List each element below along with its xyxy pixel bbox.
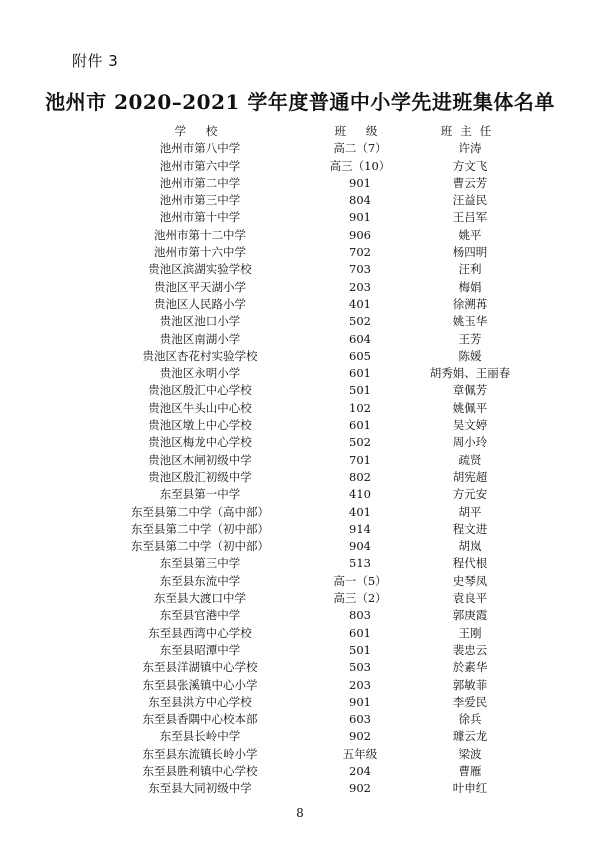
table-row [0, 261, 600, 278]
teacher-cell: 汪利 [458, 262, 482, 277]
table-row [0, 227, 600, 244]
school-cell: 东至县东流镇长岭小学 [142, 746, 258, 761]
table-row [0, 573, 600, 590]
attachment-label: 附件 3 [72, 52, 119, 70]
teacher-cell: 徐兵 [458, 712, 482, 727]
class-cell: 802 [349, 469, 371, 484]
class-cell: 五年级 [342, 746, 378, 761]
teacher-cell: 徐溯苒 [452, 296, 488, 311]
table-row [0, 469, 600, 486]
class-cell: 502 [349, 314, 371, 329]
teacher-cell: 杨四明 [452, 245, 488, 260]
table-row [0, 607, 600, 624]
class-cell: 高一（5） [333, 573, 387, 588]
school-cell: 东至县第二中学（高中部） [131, 504, 269, 519]
column-header-teacher: 班主任 [440, 124, 500, 138]
school-cell: 东至县胜利镇中心学校 [142, 763, 258, 778]
teacher-cell: 胡岚 [458, 539, 482, 554]
class-cell: 904 [349, 539, 371, 554]
table-row [0, 417, 600, 434]
teacher-cell: 许涛 [458, 141, 482, 156]
teacher-cell: 王刚 [458, 625, 482, 640]
teacher-cell: 史琴凤 [452, 573, 488, 588]
class-cell: 703 [349, 262, 371, 277]
school-cell: 贵池区牛头山中心校 [148, 400, 252, 415]
teacher-cell: 疏贤 [458, 452, 482, 467]
roster-table [0, 123, 600, 798]
school-cell: 池州市第十二中学 [154, 227, 246, 242]
school-cell: 东至县洋湖镇中心学校 [142, 660, 258, 675]
table-row [0, 158, 600, 175]
teacher-cell: 郭敏菲 [452, 677, 488, 692]
column-header-class: 班 级 [334, 124, 386, 138]
school-cell: 东至县香隅中心校本部 [142, 712, 258, 727]
table-row [0, 209, 600, 226]
table-row [0, 400, 600, 417]
school-cell: 贵池区梅龙中心学校 [148, 435, 252, 450]
class-cell: 906 [349, 227, 371, 242]
class-cell: 902 [349, 729, 371, 744]
table-row [0, 521, 600, 538]
table-row [0, 746, 600, 763]
class-cell: 902 [349, 781, 371, 796]
school-cell: 东至县第二中学（初中部） [131, 539, 269, 554]
table-row [0, 659, 600, 676]
table-row [0, 694, 600, 711]
class-cell: 503 [349, 660, 371, 675]
class-cell: 高二（7） [333, 141, 387, 156]
school-cell: 贵池区木闸初级中学 [148, 452, 252, 467]
school-cell: 贵池区永明小学 [159, 366, 241, 381]
class-cell: 603 [349, 712, 371, 727]
table-row [0, 677, 600, 694]
class-cell: 803 [349, 608, 371, 623]
class-cell: 914 [349, 521, 371, 536]
class-cell: 502 [349, 435, 371, 450]
class-cell: 601 [349, 418, 371, 433]
school-cell: 东至县东流中学 [159, 573, 241, 588]
teacher-cell: 梁波 [458, 746, 482, 761]
school-cell: 东至县长岭中学 [159, 729, 241, 744]
teacher-cell: 周小玲 [452, 435, 488, 450]
table-row [0, 296, 600, 313]
school-cell: 池州市第十中学 [159, 210, 241, 225]
school-cell: 贵池区滨湖实验学校 [148, 262, 252, 277]
class-cell: 203 [349, 677, 371, 692]
school-cell: 东至县洪方中心学校 [148, 694, 252, 709]
table-row [0, 728, 600, 745]
school-cell: 贵池区殷汇初级中学 [148, 469, 252, 484]
teacher-cell: 曹云芳 [452, 175, 488, 190]
class-cell: 401 [349, 504, 371, 519]
class-cell: 102 [349, 400, 371, 415]
teacher-cell: 胡秀娟、王丽春 [429, 366, 511, 381]
teacher-cell: 胡宪超 [452, 469, 488, 484]
teacher-cell: 陈媛 [458, 348, 482, 363]
school-cell: 东至县西湾中心学校 [148, 625, 252, 640]
teacher-cell: 程代根 [452, 556, 488, 571]
teacher-cell: 梅娟 [458, 279, 482, 294]
teacher-cell: 裴忠云 [452, 642, 488, 657]
table-row [0, 140, 600, 157]
school-cell: 东至县第二中学（初中部） [131, 521, 269, 536]
teacher-cell: 姚平 [458, 227, 482, 242]
table-row [0, 244, 600, 261]
teacher-cell: 璩云龙 [452, 729, 488, 744]
table-body [0, 140, 600, 797]
class-cell: 501 [349, 383, 371, 398]
table-row [0, 452, 600, 469]
class-cell: 901 [349, 210, 371, 225]
table-row [0, 434, 600, 451]
class-cell: 901 [349, 694, 371, 709]
school-cell: 池州市第三中学 [159, 193, 241, 208]
table-row [0, 486, 600, 503]
teacher-cell: 吴文婷 [452, 418, 488, 433]
school-cell: 贵池区墩上中心学校 [148, 418, 252, 433]
class-cell: 702 [349, 245, 371, 260]
teacher-cell: 方元安 [452, 487, 488, 502]
class-cell: 401 [349, 296, 371, 311]
class-cell: 513 [349, 556, 371, 571]
teacher-cell: 程文进 [452, 521, 488, 536]
school-cell: 贵池区杏花村实验学校 [142, 348, 258, 363]
table-row [0, 192, 600, 209]
table-row [0, 313, 600, 330]
school-cell: 东至县昭潭中学 [159, 642, 241, 657]
table-header [0, 123, 600, 140]
school-cell: 池州市第二中学 [159, 175, 241, 190]
class-cell: 高三（2） [333, 591, 387, 606]
teacher-cell: 方文飞 [452, 158, 488, 173]
school-cell: 池州市第六中学 [159, 158, 241, 173]
class-cell: 605 [349, 348, 371, 363]
table-row [0, 538, 600, 555]
class-cell: 501 [349, 642, 371, 657]
column-header-school: 学 校 [174, 124, 226, 138]
table-row [0, 625, 600, 642]
page-number: 8 [296, 806, 304, 820]
class-cell: 601 [349, 625, 371, 640]
table-row [0, 590, 600, 607]
table-row [0, 780, 600, 797]
teacher-cell: 袁良平 [452, 591, 488, 606]
class-cell: 701 [349, 452, 371, 467]
school-cell: 贵池区平天湖小学 [154, 279, 246, 294]
class-cell: 高三（10） [329, 158, 391, 173]
table-row [0, 382, 600, 399]
school-cell: 池州市第八中学 [159, 141, 241, 156]
teacher-cell: 姚玉华 [452, 314, 488, 329]
table-row [0, 642, 600, 659]
table-row [0, 763, 600, 780]
teacher-cell: 章佩芳 [452, 383, 488, 398]
class-cell: 410 [349, 487, 371, 502]
school-cell: 贵池区南湖小学 [159, 331, 241, 346]
table-row [0, 348, 600, 365]
school-cell: 东至县第一中学 [159, 487, 241, 502]
school-cell: 贵池区殷汇中心学校 [148, 383, 252, 398]
document-title: 池州市 2020–2021 学年度普通中小学先进班集体名单 [45, 90, 555, 114]
class-cell: 604 [349, 331, 371, 346]
teacher-cell: 郭庚霞 [452, 608, 488, 623]
table-row [0, 175, 600, 192]
school-cell: 池州市第十六中学 [154, 245, 246, 260]
teacher-cell: 李爱民 [452, 694, 488, 709]
teacher-cell: 姚佩平 [452, 400, 488, 415]
teacher-cell: 王芳 [458, 331, 482, 346]
school-cell: 东至县官港中学 [159, 608, 241, 623]
school-cell: 东至县大同初级中学 [148, 781, 252, 796]
school-cell: 东至县第三中学 [159, 556, 241, 571]
class-cell: 804 [349, 193, 371, 208]
teacher-cell: 於素华 [452, 660, 488, 675]
class-cell: 203 [349, 279, 371, 294]
table-row [0, 331, 600, 348]
teacher-cell: 汪益民 [452, 193, 488, 208]
table-row [0, 279, 600, 296]
table-row [0, 711, 600, 728]
school-cell: 东至县张溪镇中心小学 [142, 677, 258, 692]
class-cell: 204 [349, 763, 371, 778]
class-cell: 601 [349, 366, 371, 381]
teacher-cell: 胡平 [458, 504, 482, 519]
teacher-cell: 曹雁 [458, 763, 482, 778]
class-cell: 901 [349, 175, 371, 190]
table-row [0, 365, 600, 382]
teacher-cell: 王吕军 [452, 210, 488, 225]
school-cell: 贵池区人民路小学 [154, 296, 246, 311]
school-cell: 贵池区池口小学 [159, 314, 241, 329]
school-cell: 东至县大渡口中学 [154, 591, 246, 606]
table-row [0, 555, 600, 572]
table-row [0, 504, 600, 521]
teacher-cell: 叶申红 [452, 781, 488, 796]
